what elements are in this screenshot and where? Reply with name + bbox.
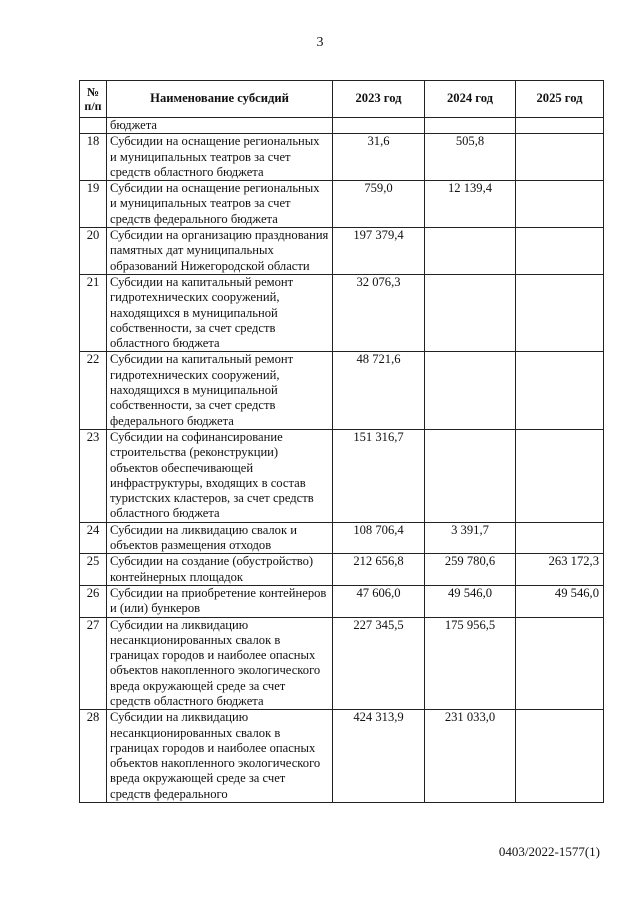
row-number: 27 [80,617,107,710]
row-subsidy-name: Субсидии на оснащение региональных и муниципальных театров за счет средств областного бюджета [107,134,333,181]
continuation-row [80,118,604,134]
row-value-2023: 424 313,9 [333,710,425,803]
row-value-2025 [516,181,604,228]
row-value-2025 [516,134,604,181]
table-header-row [80,81,604,118]
row-subsidy-name: Субсидии на капитальный ремонт гидротехнических сооружений, находящихся в муниципальной собственности, за счет средств федерального бюджета [107,352,333,429]
table-row [80,228,604,275]
row-value-2024 [425,352,516,429]
row-value-2024 [425,274,516,351]
row-subsidy-name: Субсидии на ликвидацию несанкционированных свалок в границах городов и наиболее опасных объектов накопленного экологического вреда окружающей среде за счет средств федерального [107,710,333,803]
header-2024: 2024 год [425,81,516,118]
row-number: 28 [80,710,107,803]
header-2023: 2023 год [333,81,425,118]
row-value-2023: 759,0 [333,181,425,228]
row-value-2023: 197 379,4 [333,228,425,275]
row-value-2023: 227 345,5 [333,617,425,710]
table-row [80,710,604,803]
row-value-2023: 108 706,4 [333,522,425,554]
row-number: 20 [80,228,107,275]
row-value-2025 [516,617,604,710]
table-row [80,181,604,228]
row-value-2024: 505,8 [425,134,516,181]
row-value-2024: 175 956,5 [425,617,516,710]
row-value-2025 [516,710,604,803]
row-value-2025: 49 546,0 [516,585,604,617]
row-value-2024 [425,429,516,522]
row-number: 25 [80,554,107,586]
table-row [80,554,604,586]
row-subsidy-name: Субсидии на оснащение региональных и муниципальных театров за счет средств федерального бюджета [107,181,333,228]
row-number: 23 [80,429,107,522]
continuation-2025-cell [516,118,604,134]
continuation-2024-cell [425,118,516,134]
row-value-2025 [516,429,604,522]
row-number: 18 [80,134,107,181]
row-subsidy-name: Субсидии на ликвидацию свалок и объектов размещения отходов [107,522,333,554]
page-number: 3 [316,35,324,50]
table-row [80,274,604,351]
row-value-2023: 47 606,0 [333,585,425,617]
table-row [80,585,604,617]
row-value-2023: 48 721,6 [333,352,425,429]
row-subsidy-name: Субсидии на капитальный ремонт гидротехнических сооружений, находящихся в муниципальной собственности, за счет средств областного бюджета [107,274,333,351]
row-subsidy-name: Субсидии на софинансирование строительства (реконструкции) объектов обеспечивающей инфраструктуры, входящих в состав туристских кластеров, за счет средств областного бюджета [107,429,333,522]
row-value-2025 [516,228,604,275]
row-number: 24 [80,522,107,554]
table-row [80,617,604,710]
table-row [80,429,604,522]
row-number: 26 [80,585,107,617]
row-value-2024: 12 139,4 [425,181,516,228]
table-row [80,134,604,181]
continuation-number-cell [80,118,107,134]
row-value-2023: 31,6 [333,134,425,181]
header-2025: 2025 год [516,81,604,118]
row-value-2024 [425,228,516,275]
row-value-2025 [516,274,604,351]
row-value-2024: 231 033,0 [425,710,516,803]
row-subsidy-name: Субсидии на организацию празднования памятных дат муниципальных образований Нижегородской области [107,228,333,275]
row-value-2025 [516,522,604,554]
row-number: 19 [80,181,107,228]
header-number [80,81,107,118]
row-number: 22 [80,352,107,429]
table-row [80,522,604,554]
row-value-2023: 32 076,3 [333,274,425,351]
row-number: 21 [80,274,107,351]
row-subsidy-name: Субсидии на создание (обустройство) контейнерных площадок [107,554,333,586]
document-code: 0403/2022-1577(1) [498,844,600,859]
row-subsidy-name: Субсидии на приобретение контейнеров и (или) бункеров [107,585,333,617]
header-number-sign: № [86,85,100,99]
row-value-2025: 263 172,3 [516,554,604,586]
header-name: Наименование субсидий [107,81,333,118]
continuation-2023-cell [333,118,425,134]
row-value-2023: 151 316,7 [333,429,425,522]
header-number-abbr: п/п [84,99,102,113]
row-value-2025 [516,352,604,429]
table-row [80,352,604,429]
continuation-text: бюджета [107,118,333,134]
row-value-2024: 259 780,6 [425,554,516,586]
row-value-2023: 212 656,8 [333,554,425,586]
subsidies-table [79,80,604,803]
row-subsidy-name: Субсидии на ликвидацию несанкционированных свалок в границах городов и наиболее опасных объектов накопленного экологического вреда окружающей среде за счет средств областного бюджета [107,617,333,710]
row-value-2024: 49 546,0 [425,585,516,617]
row-value-2024: 3 391,7 [425,522,516,554]
